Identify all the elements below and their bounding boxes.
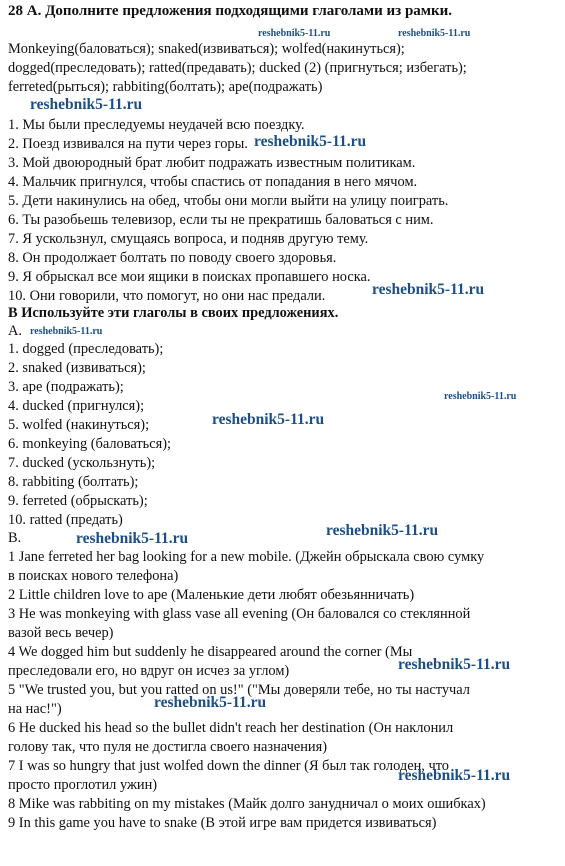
example-line-4: 3 He was monkeying with glass vase all evening (Он баловался со стеклянной [8,606,471,622]
example-line-1: 1 Jane ferreted her bag looking for a new mobile. (Джейн обрыскала свою сумку [8,549,485,565]
watermark: reshebnik5-11.ru [398,656,511,673]
example-line-7: преследовали его, но вдруг он исчез за углом) [8,663,290,679]
verb-item-4: 4. ducked (пригнулся); [8,398,145,414]
watermark: reshebnik5-11.ru [372,281,485,298]
sentence-1: 1. Мы были преследуемы неудачей всю поездку. [8,117,305,133]
watermark: reshebnik5-11.ru [30,96,143,113]
example-line-10: 6 He ducked his head so the bullet didn't reach her destination (Он наклонил [8,720,454,736]
sentence-2: 2. Поезд извивался на пути через горы. [8,136,248,152]
watermark: reshebnik5-11.ru [258,28,331,39]
watermark: reshebnik5-11.ru [254,133,367,150]
example-line-11: голову так, что пуля не достигла своего назначения) [8,739,328,755]
watermark: reshebnik5-11.ru [398,767,511,784]
verb-item-5: 5. wolfed (накинуться); [8,417,150,433]
example-line-15: 9 In this game you have to snake (В этой игре вам придется извиваться) [8,815,437,831]
word-box-line-1: Monkeying(баловаться); snaked(извиваться); wolfed(накинуться); [8,41,405,57]
page-title: 28 А. Дополните предложения подходящими глаголами из рамки. [8,3,453,19]
sentence-10: 10. Они говорили, что помогут, но они нас предали. [8,288,326,304]
section-b-title: В Используйте эти глаголы в своих предложениях. [8,305,339,321]
sentence-7: 7. Я ускользнул, смущаясь вопроса, и подняв другую тему. [8,231,369,247]
verb-item-8: 8. rabbiting (болтать); [8,474,139,490]
watermark: reshebnik5-11.ru [326,522,439,539]
sentence-9: 9. Я обрыскал все мои ящики в поисках пропавшего носка. [8,269,371,285]
watermark: reshebnik5-11.ru [154,694,267,711]
watermark: reshebnik5-11.ru [212,411,325,428]
example-line-12: 7 I was so hungry that just wolfed down the dinner (Я был так голоден, что [8,758,450,774]
sentence-6: 6. Ты разобьешь телевизор, если ты не прекратишь баловаться с ним. [8,212,434,228]
sentence-4: 4. Мальчик пригнулся, чтобы спастись от попадания в него мячом. [8,174,418,190]
verb-item-1: 1. dogged (преследовать); [8,341,164,357]
verb-item-6: 6. monkeying (баловаться); [8,436,172,452]
part-a-label: A. [8,323,22,339]
example-line-5: вазой весь вечер) [8,625,114,641]
example-line-9: на нас!") [8,701,62,717]
sentence-5: 5. Дети накинулись на обед, чтобы они могли выйти на улицу поиграть. [8,193,449,209]
example-line-2: в поисках нового телефона) [8,568,179,584]
verb-item-2: 2. snaked (извиваться); [8,360,146,376]
verb-item-10: 10. ratted (предать) [8,512,123,528]
sentence-3: 3. Мой двоюродный брат любит подражать известным политикам. [8,155,416,171]
verb-item-7: 7. ducked (ускользнуть); [8,455,156,471]
example-line-8: 5 "We trusted you, but you ratted on us!" ("Мы доверяли тебе, но ты настучал [8,682,470,698]
example-line-3: 2 Little children love to ape (Маленькие дети любят обезьянничать) [8,587,415,603]
part-b-label: B. [8,530,22,546]
verb-item-9: 9. ferreted (обрыскать); [8,493,148,509]
word-box-line-3: ferreted(рыться); rabbiting(болтать); ape(подражать) [8,79,323,95]
watermark: reshebnik5-11.ru [444,391,517,402]
sentence-8: 8. Он продолжает болтать по поводу своего здоровья. [8,250,337,266]
watermark: reshebnik5-11.ru [398,28,471,39]
example-line-14: 8 Mike was rabbiting on my mistakes (Майк долго занудничал о моих ошибках) [8,796,486,812]
watermark: reshebnik5-11.ru [30,326,103,337]
word-box-line-2: dogged(преследовать); ratted(предавать); ducked (2) (пригнуться; избегать); [8,60,467,76]
example-line-6: 4 We dogged him but suddenly he disappeared around the corner (Мы [8,644,413,660]
verb-item-3: 3. ape (подражать); [8,379,124,395]
watermark: reshebnik5-11.ru [76,530,189,547]
example-line-13: просто проглотил ужин) [8,777,158,793]
